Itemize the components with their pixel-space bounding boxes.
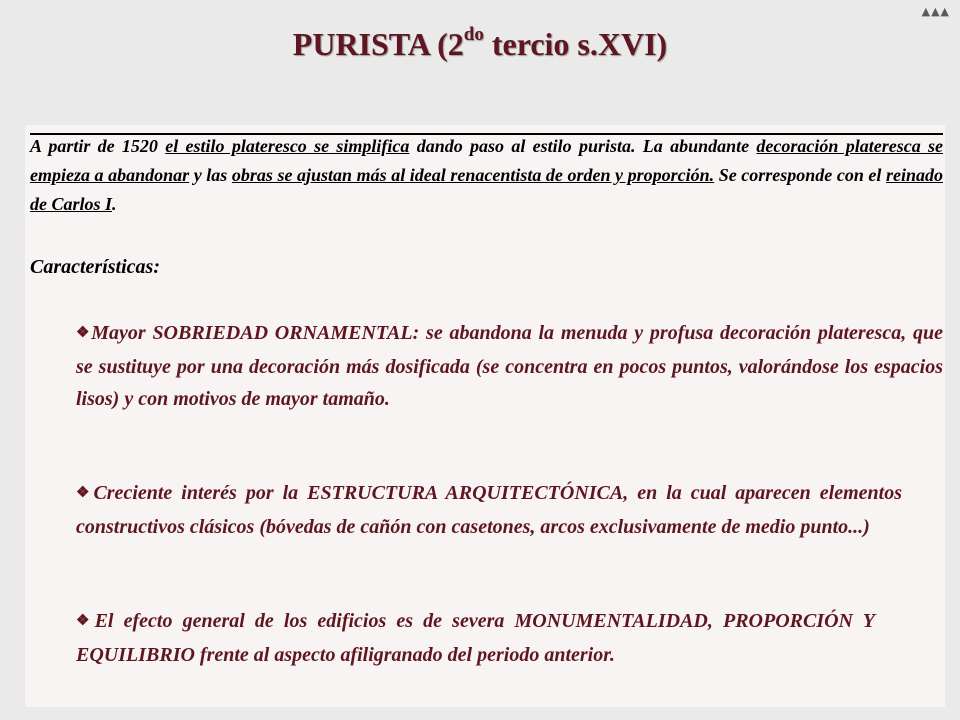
characteristic-1 (76, 317, 943, 415)
characteristic-1-lead: Mayor (91, 322, 153, 344)
characteristic-3 (76, 605, 875, 671)
decorative-triangles: ▲▲▲ (921, 5, 950, 18)
intro-underline-5: reinado de Carlos I (30, 165, 943, 214)
diamond-bullet-icon: ❖ (76, 613, 95, 629)
title-superscript: do (463, 24, 484, 45)
characteristics-heading: Características: (30, 256, 160, 278)
title-rest: tercio s.XVI) (483, 26, 668, 62)
intro-text-3: y las (189, 165, 232, 185)
intro-text-6: . (112, 194, 117, 214)
intro-underline-2: decoración plateresca se empieza a abandonar (30, 136, 943, 185)
characteristic-1-text: : se abandona la menuda y profusa decoración plateresca, que se sustituye por una decoración más dosificada (se concentra en pocos puntos, valorándose los espacios lisos) y con motivos de mayor tamaño. (76, 322, 943, 410)
diamond-bullet-icon: ❖ (76, 485, 94, 501)
intro-text-2: dando paso al estilo purista. La abundante (409, 136, 757, 156)
intro-text-1: A partir de 1520 (30, 136, 166, 156)
diamond-bullet-icon: ❖ (76, 325, 92, 341)
intro-text-5: Se corresponde con el (714, 165, 886, 185)
intro-underline-3: obras se ajustan más al (231, 165, 410, 185)
characteristic-2-text: Creciente interés por la ESTRUCTURA ARQUITECTÓNICA, en la cual aparecen elementos constructivos clásicos (bóvedas de cañón con casetones, arcos exclusivamente de medio punto...) (76, 482, 902, 538)
intro-underline-1: el estilo plateresco se simplifica (165, 136, 410, 156)
characteristic-3-text: El efecto general de los edificios es de severa MONUMENTALIDAD, PROPORCIÓN Y EQUILIBRIO frente al aspecto afiligranado del periodo anterior. (76, 610, 875, 666)
intro-paragraph (30, 132, 943, 219)
intro-underline-4: ideal renacentista de orden y proporción. (409, 165, 715, 185)
characteristic-2 (76, 477, 902, 543)
characteristic-1-emphasis: SOBRIEDAD ORNAMENTAL (152, 322, 413, 344)
title-main: PURISTA (2 (292, 26, 464, 62)
slide-title (0, 26, 960, 63)
